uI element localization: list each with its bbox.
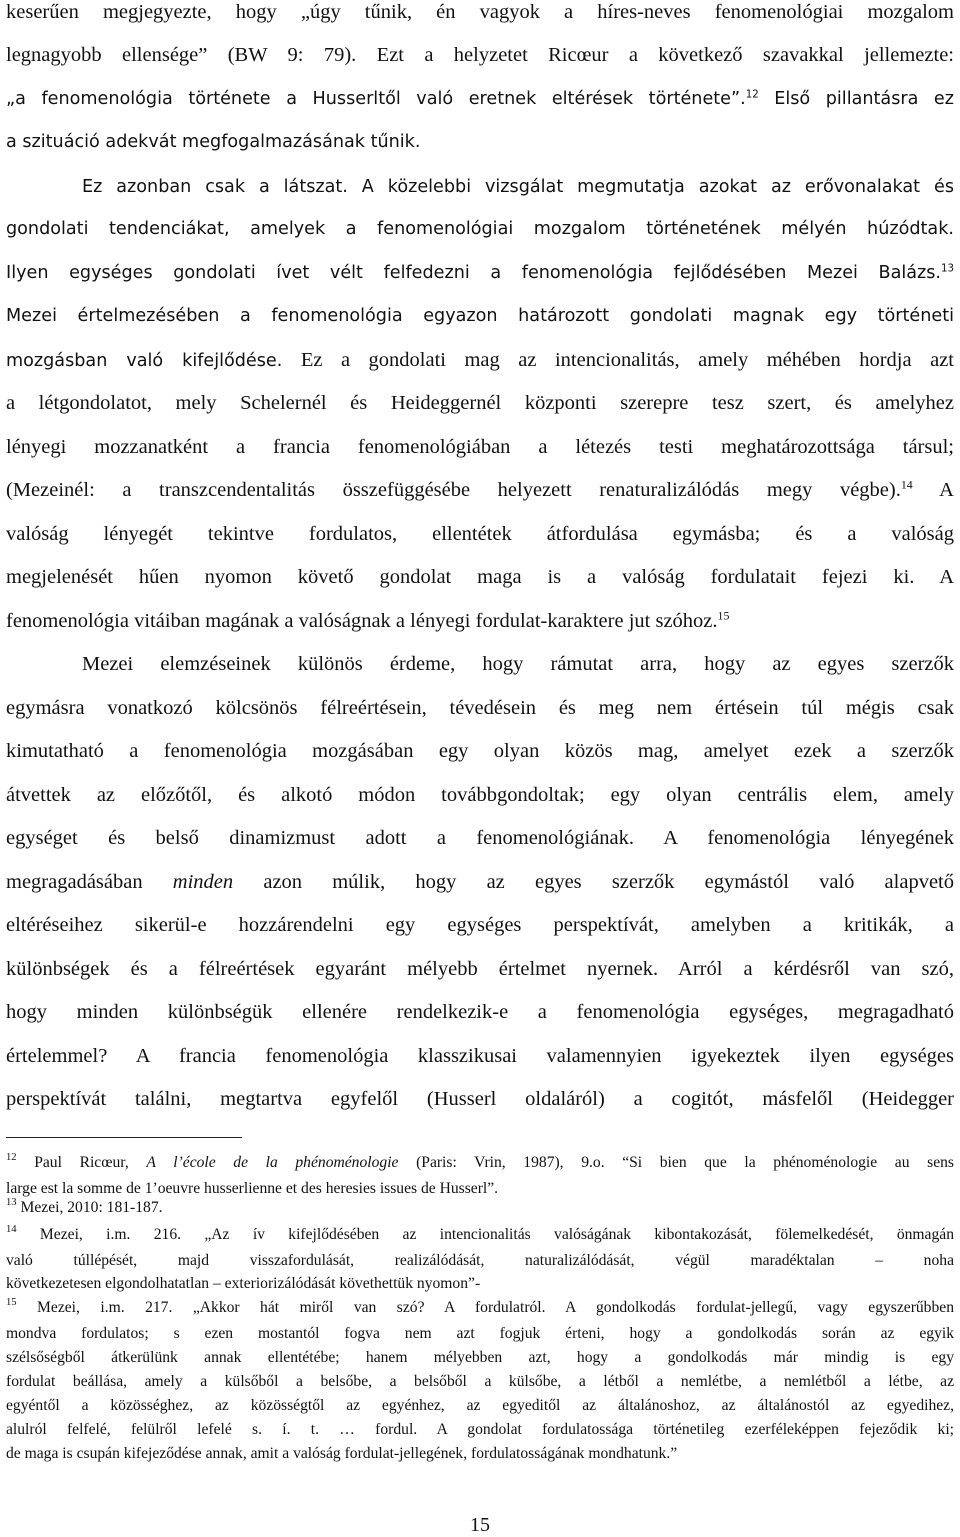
footnote-number: 15 [6, 1297, 17, 1309]
body-text-line: valóság lényegét tekintve fordulatos, ellentétek átfordulása egymásba; és a valóság [6, 523, 954, 545]
footnote-line: large est la somme de 1’oeuvre husserlienne et des heresies issues de Husserl”. [6, 1180, 499, 1197]
body-text-line: egymásra vonatkozó kölcsönös félreértésein, tévedésein és meg nem értésein túl mégis csak [6, 697, 954, 719]
body-text-line: Mezei elemzéseinek különös érdeme, hogy rámutat arra, hogy az egyes szerzők [82, 653, 954, 675]
body-text-line: hogy minden különbségük ellenére rendelkezik-e a fenomenológia egységes, megragadható [6, 1001, 954, 1023]
footnote-line: mondva fordulatos; s ezen mostantól fogva nem azt fogjuk érteni, hogy a gondolkodás során az egyik [6, 1325, 954, 1342]
footnote-line: alulról felfelé, felülről lefelé s. í. t. … fordul. A gondolat fordulatossága történetileg ezerféleképpen fejeződik ki; [6, 1421, 954, 1438]
body-text-line: legnagyobb ellensége” (BW 9: 79). Ezt a helyzetet Ricœur a következő szavakkal jellemezte: [6, 44, 954, 66]
footnote-reference[interactable]: 15 [717, 608, 730, 623]
body-text-line: mozgásban való kifejlődése. Ez a gondolati mag az intencionalitás, amely méhében hordja azt [6, 349, 954, 371]
footnote-reference[interactable]: 12 [745, 89, 759, 101]
body-text-line: gondolati tendenciákat, amelyek a fenomenológiai mozgalom történetének mélyén húzódtak. [6, 219, 954, 239]
footnote-number: 12 [6, 1152, 17, 1164]
page-number: 15 [470, 1514, 490, 1536]
footnote-line: egyéntől a közösséghez, az közösségtől az egyénhez, az egyeditől az általánoshoz, az általánostól az egyedihez, [6, 1397, 954, 1414]
footnote-line: $^{13}$ Mezei, 2010: 181-187. [6, 1197, 163, 1216]
footnote-line: fordulat beállása, amely a külsőből a belsőbe, a belsőből a külsőbe, a létből a nemlétbe, a nemlétből a létbe, az [6, 1373, 954, 1390]
body-text-line: (Mezeinél: a transzcendentalitás összefüggésébe helyezett renaturalizálódás megy végbe).$^{14}$ A [6, 477, 954, 501]
body-text-line: értelemmel? A francia fenomenológia klasszikusai valamennyien igyekeztek ilyen egységes [6, 1045, 954, 1067]
footnote-line: $^{14}$ Mezei, i.m. 216. „Az ív kifejlődésében az intencionalitás valóságának kibontakozását, fölemelkedését, önmagán [6, 1224, 954, 1243]
footnote-reference[interactable]: 14 [900, 477, 913, 492]
body-text-line: fenomenológia vitáiban magának a valóságnak a lényegi fordulat-karaktere jut szóhoz.$^{15}$ [6, 608, 730, 632]
body-text-line: keserűen megjegyezte, hogy „úgy tűnik, én vagyok a híres-neves fenomenológiai mozgalom [6, 1, 954, 23]
body-text-line: a szituáció adekvát megfogalmazásának tűnik. [6, 132, 421, 152]
footnote-line: $^{15}$ Mezei, i.m. 217. „Akkor hát miről van szó? A fordulatról. A gondolkodás fordulat-jellegű, vagy egyszerűbben [6, 1297, 954, 1316]
footnote-line: való túllépését, majd visszafordulását, realizálódását, naturalizálódását, végül maradéktalan – noha [6, 1252, 954, 1269]
body-text-line: egységet és belső dinamizmust adott a fenomenológiának. A fenomenológia lényegének [6, 827, 954, 849]
footnote-line: de maga is csupán kifejeződése annak, amit a valóság fordulat-jellegének, fordulatosságának mondhatunk.” [6, 1445, 678, 1462]
body-text-line: átvettek az előzőtől, és alkotó módon továbbgondoltak; egy olyan centrális elem, amely [6, 784, 954, 806]
body-text-line: Ilyen egységes gondolati ívet vélt felfedezni a fenomenológia fejlődésében Mezei Balázs.$^{13}$ [6, 263, 954, 283]
body-text-line: Mezei értelmezésében a fenomenológia egyazon határozott gondolati magnak egy történeti [6, 306, 954, 326]
body-text-line: perspektívát találni, megtartva egyfelől (Husserl oldaláról) a cogitót, másfelől (Heidegger [6, 1088, 954, 1110]
footnote-line: $^{12}$ Paul Ricœur, A l’école de la phénoménologie (Paris: Vrin, 1987), 9.o. “Si bien que la phénoménologie au sens [6, 1152, 955, 1171]
body-text-line: kimutatható a fenomenológia mozgásában egy olyan közös mag, amelyet ezek a szerzők [6, 740, 954, 762]
footnote-line: szélsőségből átkerülünk annak ellentétébe; hanem mélyebben azt, hogy a gondolkodás már mindig is egy [6, 1349, 954, 1366]
body-text-line: eltéréseihez sikerül-e hozzárendelni egy egységes perspektívát, amelyben a kritikák, a [6, 914, 954, 936]
body-text-line: megragadásában minden azon múlik, hogy az egyes szerzők egymástól való alapvető [6, 871, 955, 893]
body-text-line: a létgondolatot, mely Schelernél és Heideggernél központi szerepre tesz szert, és amelyhez [6, 392, 954, 414]
body-text-line: Ez azonban csak a látszat. A közelebbi vizsgálat megmutatja azokat az erővonalakat és [82, 177, 954, 197]
footnote-separator [6, 1137, 242, 1138]
emphasized-word: minden [172, 871, 234, 893]
footnote-reference[interactable]: 13 [941, 263, 954, 275]
body-text-line: megjelenését hűen nyomon követő gondolat maga is a valóság fordulatait fejezi ki. A [6, 566, 954, 588]
footnote-number: 13 [6, 1197, 17, 1209]
footnote-number: 14 [6, 1224, 17, 1236]
body-text-line: lényegi mozzanatként a francia fenomenológiában a létezés testi meghatározottsága társul; [6, 436, 954, 458]
body-text-line: „a fenomenológia története a Husserltől való eretnek eltérések története”.$^{12}$ Első pillantásra ez [6, 89, 954, 109]
footnote-line: következetesen elgondolhatatlan – exteriorizálódását követhettük nyomon”- [6, 1275, 481, 1292]
body-text-line: különbségek és a félreértések egyaránt mélyebb értelmet nyernek. Arról a kérdésről van szó, [6, 958, 954, 980]
